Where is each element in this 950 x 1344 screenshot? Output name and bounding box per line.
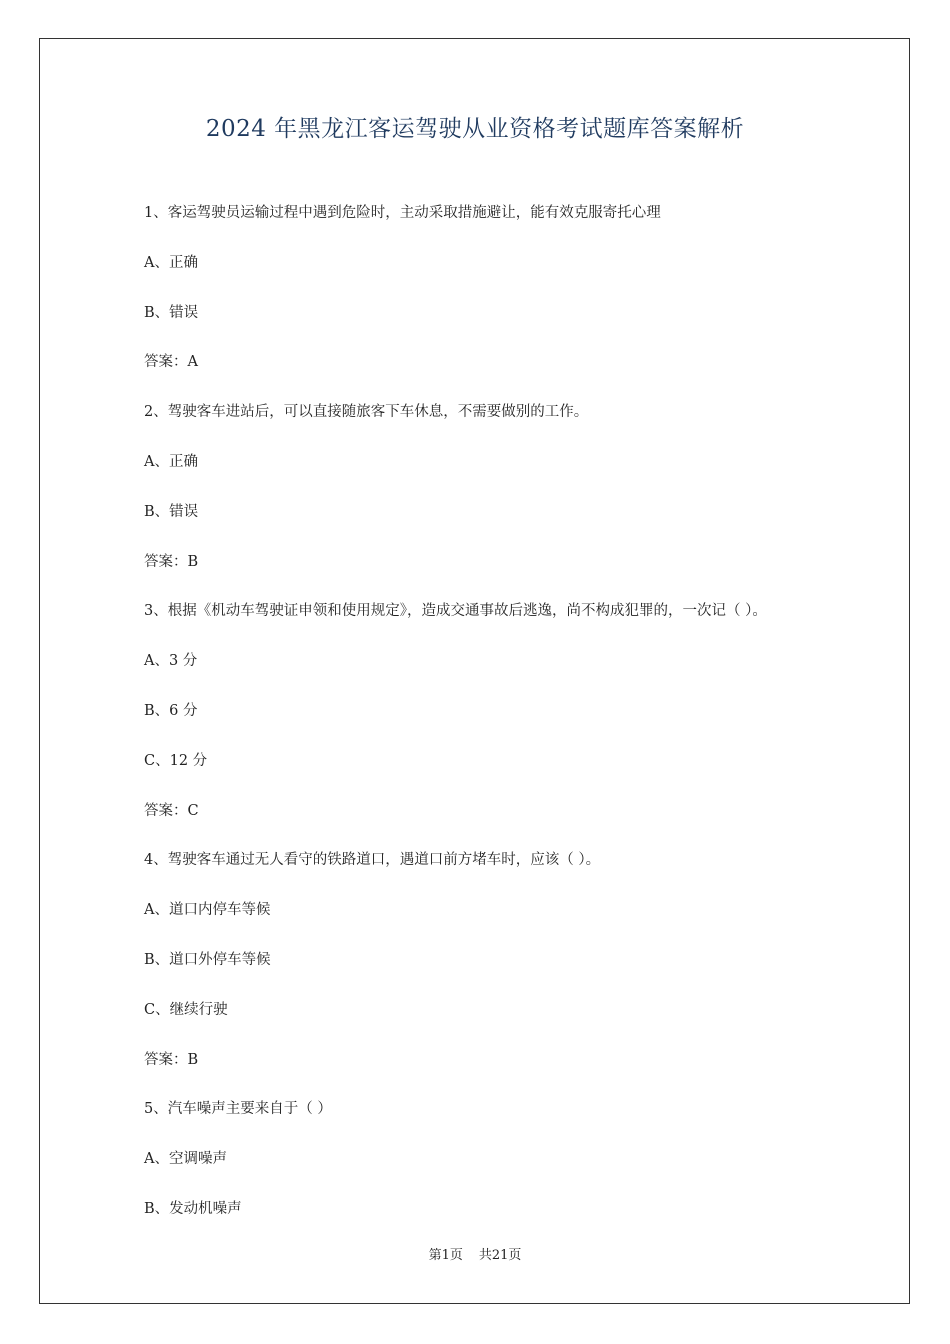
- question-list: [144, 199, 844, 1245]
- question-4-text: 4、驾驶客车通过无人看守的铁路道口，遇道口前方堵车时，应该（ ）。: [144, 852, 601, 869]
- question-2-text: 2、驾驶客车进站后，可以直接随旅客下车休息，不需要做别的工作。: [144, 404, 589, 421]
- question-3-option-b: B、6 分: [144, 702, 198, 719]
- question-3-text: 3、根据《机动车驾驶证申领和使用规定》，造成交通事故后逃逸，尚不构成犯罪的，一次记（ ）。: [144, 603, 767, 620]
- question-4-option-a: A、道口内停车等候: [144, 902, 271, 919]
- question-1-text: 1、客运驾驶员运输过程中遇到危险时，主动采取措施避让，能有效克服寄托心理: [144, 205, 661, 221]
- question-4-answer: 答案：B: [144, 1051, 199, 1068]
- document-title: 2024 年黑龙江客运驾驶从业资格考试题库答案解析: [205, 116, 745, 142]
- question-5-text: 5、汽车噪声主要来自于（ ）: [144, 1101, 332, 1118]
- question-2-option-b: B、错误: [144, 503, 199, 520]
- question-1-option-b: B、错误: [144, 304, 199, 321]
- question-4-option-c: C、继续行驶: [144, 1001, 228, 1018]
- question-5-option-a: A、空调噪声: [144, 1151, 227, 1168]
- page-footer: [0, 1246, 950, 1266]
- question-3-option-c: C、12 分: [144, 752, 208, 769]
- question-1-option-a: A、正确: [144, 254, 198, 271]
- question-4-option-b: B、道口外停车等候: [144, 951, 271, 968]
- question-2-answer: 答案：B: [144, 553, 199, 570]
- question-2-option-a: A、正确: [144, 453, 198, 470]
- page-number: 第1页: [428, 1248, 463, 1263]
- page-total: 共21页: [478, 1248, 522, 1263]
- question-3-answer: 答案：C: [144, 802, 199, 819]
- question-3-option-a: A、3 分: [144, 653, 198, 670]
- question-1-answer: 答案：A: [144, 354, 198, 371]
- question-5-option-b: B、发动机噪声: [144, 1200, 242, 1217]
